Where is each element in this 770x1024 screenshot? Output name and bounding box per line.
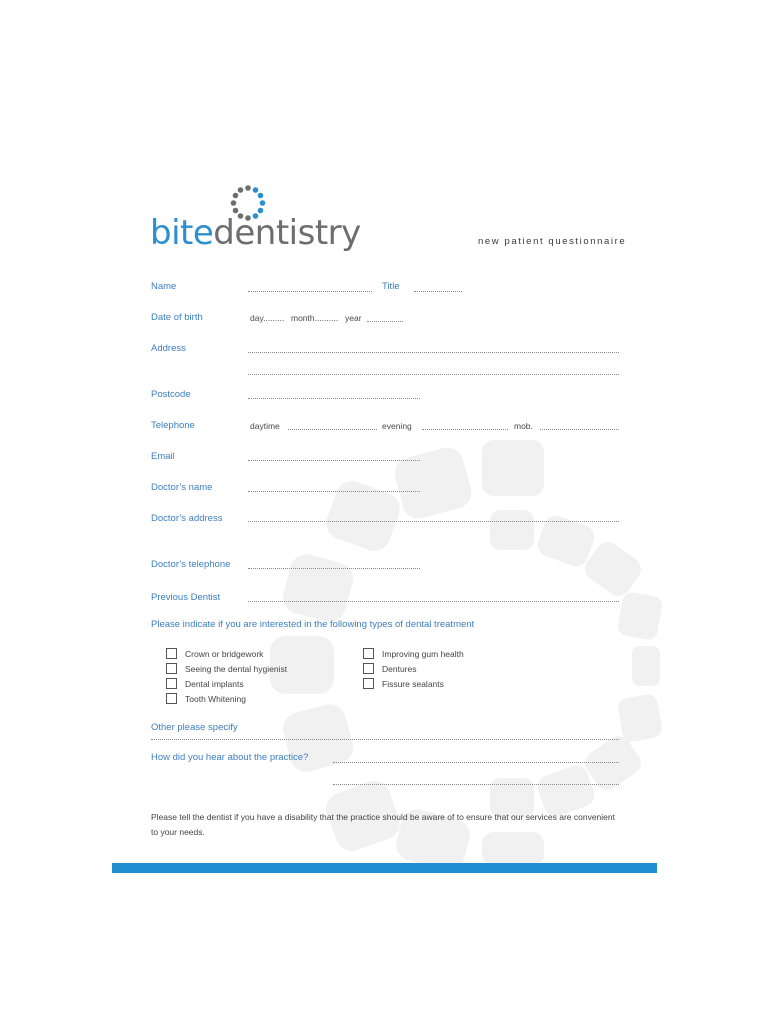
logo-dentistry: dentistry — [213, 213, 361, 253]
checkbox-implants[interactable] — [166, 678, 177, 689]
postcode-label: Postcode — [151, 389, 191, 400]
dob-year: year — [345, 313, 362, 323]
checkbox-hygienist[interactable] — [166, 663, 177, 674]
doctor-address-field[interactable] — [248, 521, 619, 522]
treatment-label: Seeing the dental hygienist — [185, 664, 288, 674]
checkbox-fissure-sealants[interactable] — [363, 678, 374, 689]
hear-about-field-line1[interactable] — [333, 762, 619, 763]
postcode-field[interactable] — [248, 398, 420, 399]
logo-wordmark — [150, 213, 361, 253]
tel-daytime-label: daytime — [250, 421, 280, 431]
previous-dentist-label: Previous Dentist — [151, 592, 221, 603]
doctor-address-label: Doctor’s address — [151, 513, 223, 524]
doctor-telephone-field[interactable] — [248, 568, 420, 569]
disability-note: Please tell the dentist if you have a disability that the practice should be aware of to ensure that our services are convenient to your needs. — [151, 812, 615, 837]
title-label: Title — [382, 281, 400, 292]
dob-day[interactable]: day......... — [250, 313, 285, 323]
document-subtitle: new patient questionnaire — [478, 236, 627, 247]
telephone-label: Telephone — [151, 420, 195, 431]
doctor-name-label: Doctor’s name — [151, 482, 213, 493]
previous-dentist-field[interactable] — [248, 601, 619, 602]
checkbox-whitening[interactable] — [166, 693, 177, 704]
treatment-label: Tooth Whitening — [185, 694, 246, 704]
address-field-line2[interactable] — [248, 374, 619, 375]
address-label: Address — [151, 343, 186, 354]
dob-year-field[interactable] — [367, 321, 403, 322]
other-label: Other please specify — [151, 722, 238, 733]
tel-mob-field[interactable] — [540, 429, 619, 430]
treatment-label: Crown or bridgework — [185, 649, 264, 659]
other-field[interactable] — [151, 739, 619, 740]
checkbox-dentures[interactable] — [363, 663, 374, 674]
hear-about-field-line2[interactable] — [333, 784, 619, 785]
title-field[interactable] — [414, 291, 462, 292]
doctor-telephone-label: Doctor’s telephone — [151, 559, 231, 570]
name-label: Name — [151, 281, 177, 292]
logo-bite: bite — [150, 213, 214, 253]
treatment-label: Improving gum health — [382, 649, 464, 659]
tel-evening-field[interactable] — [422, 429, 508, 430]
doctor-name-field[interactable] — [248, 491, 420, 492]
footer-bar — [112, 863, 657, 873]
checkbox-gum-health[interactable] — [363, 648, 374, 659]
treatment-label: Dentures — [382, 664, 417, 674]
tel-evening-label: evening — [382, 421, 412, 431]
email-label: Email — [151, 451, 175, 462]
tel-mob-label: mob. — [514, 421, 533, 431]
name-field[interactable] — [248, 291, 372, 292]
treatment-label: Fissure sealants — [382, 679, 444, 689]
hear-about-label: How did you hear about the practice? — [151, 752, 309, 763]
dob-month[interactable]: month.......... — [291, 313, 339, 323]
checkbox-crown[interactable] — [166, 648, 177, 659]
treatment-label: Dental implants — [185, 679, 244, 689]
tel-daytime-field[interactable] — [288, 429, 377, 430]
treatment-question: Please indicate if you are interested in the following types of dental treatment — [151, 619, 475, 630]
email-field[interactable] — [248, 460, 420, 461]
address-field-line1[interactable] — [248, 352, 619, 353]
dob-label: Date of birth — [151, 312, 203, 323]
